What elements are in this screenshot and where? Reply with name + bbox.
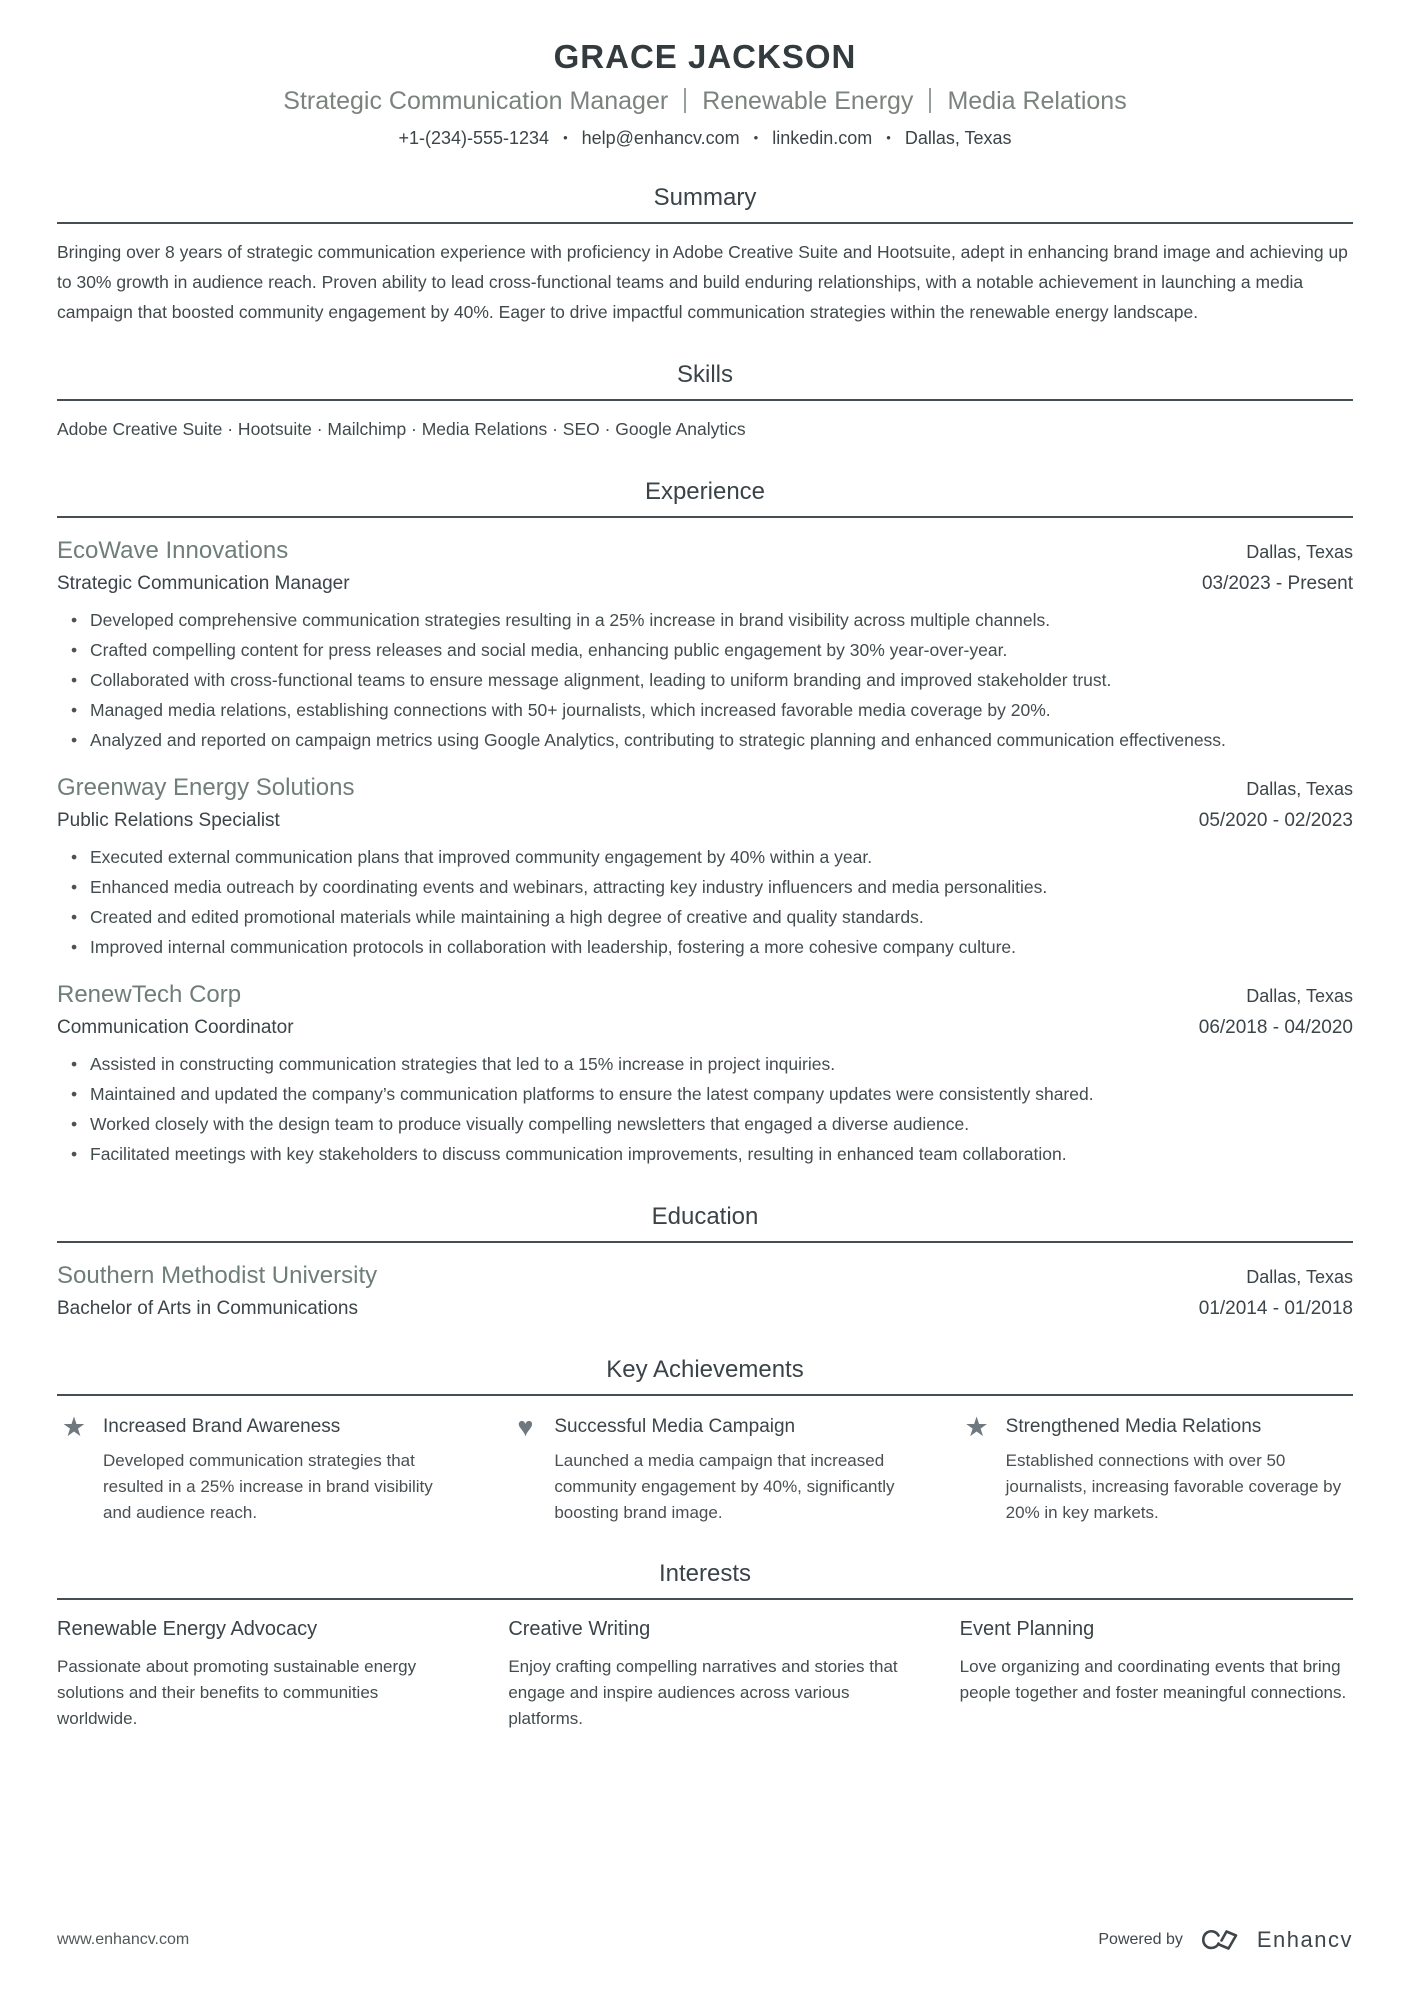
interests-heading: Interests: [658, 1560, 752, 1587]
bullet-item: • Enhanced media outreach by coordinating events and webinars, attracting key industry influencers and media personalities.: [57, 872, 1353, 902]
bullet-item: • Managed media relations, establishing connections with 50+ journalists, which increased favorable media coverage by 20%.: [57, 695, 1353, 725]
achievement-item: [960, 1413, 1353, 1526]
degree: Bachelor of Arts in Communications: [57, 1298, 358, 1319]
page-footer: [57, 1925, 1353, 1955]
bullet-item: • Facilitated meetings with key stakeholders to discuss communication improvements, resulting in enhanced team collaboration.: [57, 1139, 1353, 1169]
bullet-item: • Executed external communication plans that improved community engagement by 40% within a year.: [57, 842, 1353, 872]
headline: [57, 85, 1353, 117]
summary-heading: Summary: [653, 184, 757, 211]
key-achievements-heading: Key Achievements: [606, 1356, 804, 1383]
enhancv-logo-icon: [1197, 1925, 1243, 1955]
job-bullet-list: [57, 1049, 1353, 1169]
job-title: Strategic Communication Manager: [57, 573, 350, 594]
contact-item: +1-(234)-555-1234: [398, 128, 550, 148]
bullet-item: • Analyzed and reported on campaign metrics using Google Analytics, contributing to strategic planning and enhanced communication effectiveness.: [57, 725, 1353, 755]
education-entry: [57, 1260, 1353, 1322]
brand-name: Enhancv: [1256, 1927, 1353, 1952]
section-key-achievements: [57, 1355, 1353, 1526]
achievement-description: Launched a media campaign that increased community engagement by 40%, significantly boosting brand image.: [554, 1451, 895, 1522]
section-summary: [57, 183, 1353, 327]
interests-grid: [57, 1615, 1353, 1732]
achievement-item: [508, 1413, 901, 1526]
achievement-title: Increased Brand Awareness: [103, 1416, 341, 1437]
headline-part: Media Relations: [947, 87, 1127, 115]
school-name: Southern Methodist University: [57, 1262, 378, 1289]
contact-line: [57, 126, 1353, 150]
achievement-description: Developed communication strategies that resulted in a 25% increase in brand visibility and audience reach.: [103, 1451, 433, 1522]
bullet-item: • Maintained and updated the company’s communication platforms to ensure the latest company updates were consistently shared.: [57, 1079, 1353, 1109]
experience-heading: Experience: [644, 478, 766, 505]
interest-description: Passionate about promoting sustainable energy solutions and their benefits to communities worldwide.: [57, 1657, 417, 1728]
star-icon: ★: [964, 1412, 989, 1442]
school-location: Dallas, Texas: [1246, 1267, 1353, 1287]
headline-part: Strategic Communication Manager: [283, 87, 669, 115]
job-dates: 06/2018 - 04/2020: [1198, 1017, 1353, 1038]
contact-item: linkedin.com: [772, 128, 873, 148]
bullet-item: • Collaborated with cross-functional teams to ensure message alignment, leading to uniform branding and improved stakeholder trust.: [57, 665, 1353, 695]
contact-item: help@enhancv.com: [581, 128, 740, 148]
person-name: GRACE JACKSON: [553, 38, 857, 75]
footer-website: www.enhancv.com: [57, 1931, 190, 1948]
headline-separator: [684, 88, 686, 113]
company-name: RenewTech Corp: [57, 981, 242, 1008]
section-divider: [57, 399, 1353, 401]
achievements-grid: [57, 1413, 1353, 1526]
achievement-description: Established connections with over 50 journalists, increasing favorable coverage by 20% in key markets.: [1005, 1451, 1342, 1522]
summary-text: Bringing over 8 years of strategic communication experience with proficiency in Adobe Creative Suite and Hootsuite, adept in enhancing brand image and achieving up to 30% growth in audience reach. Proven ability to lead cross-functional teams and build enduring relationships, with a notable achievement in launching a media campaign that boosted community engagement by 40%. Eager to drive impactful communication strategies within the renewable energy landscape.: [57, 242, 1348, 322]
section-education: [57, 1202, 1353, 1322]
job-bullet-list: [57, 842, 1353, 962]
section-divider: [57, 1394, 1353, 1396]
bullet-item: • Crafted compelling content for press releases and social media, enhancing public engagement by 30% year-over-year.: [57, 635, 1353, 665]
powered-by-label: Powered by: [1098, 1931, 1183, 1948]
bullet-item: • Worked closely with the design team to produce visually compelling newsletters that engaged a diverse audience.: [57, 1109, 1353, 1139]
headline-separator: [929, 88, 931, 113]
experience-entry: [57, 979, 1353, 1169]
interest-item: [508, 1615, 901, 1732]
achievement-title: Successful Media Campaign: [554, 1416, 796, 1437]
section-divider: [57, 1598, 1353, 1600]
star-icon: ★: [61, 1412, 87, 1442]
bullet-item: • Developed comprehensive communication strategies resulting in a 25% increase in brand visibility across multiple channels.: [57, 605, 1353, 635]
section-divider: [57, 516, 1353, 518]
interest-item: [57, 1615, 450, 1732]
bullet-item: • Created and edited promotional materials while maintaining a high degree of creative and quality standards.: [57, 902, 1353, 932]
experience-entry: [57, 772, 1353, 962]
contact-separator: •: [753, 130, 759, 145]
interest-item: [960, 1615, 1353, 1732]
resume-header: [57, 38, 1353, 150]
skills-list: Adobe Creative Suite · Hootsuite · Mailchimp · Media Relations · SEO · Google Analytics: [57, 419, 746, 439]
job-dates: 03/2023 - Present: [1201, 573, 1353, 594]
education-heading: Education: [651, 1203, 759, 1230]
experience-entry: [57, 535, 1353, 755]
interest-title: Creative Writing: [508, 1618, 651, 1640]
contact-separator: •: [886, 130, 891, 145]
skills-heading: Skills: [676, 361, 733, 388]
job-title: Public Relations Specialist: [57, 810, 280, 831]
bullet-item: • Improved internal communication protocols in collaboration with leadership, fostering a more cohesive company culture.: [57, 932, 1353, 962]
job-dates: 05/2020 - 02/2023: [1198, 810, 1353, 831]
job-title: Communication Coordinator: [57, 1017, 294, 1038]
job-location: Dallas, Texas: [1246, 542, 1353, 562]
education-dates: 01/2014 - 01/2018: [1198, 1298, 1353, 1319]
company-name: Greenway Energy Solutions: [57, 774, 355, 801]
contact-separator: •: [563, 130, 568, 145]
interest-title: Event Planning: [959, 1618, 1095, 1640]
powered-by-block: [1098, 1925, 1353, 1955]
section-divider: [57, 1241, 1353, 1243]
interest-description: Love organizing and coordinating events that bring people together and foster meaningful connections.: [959, 1657, 1347, 1702]
company-name: EcoWave Innovations: [57, 537, 289, 564]
heart-icon: ♥: [517, 1412, 534, 1442]
contact-item: Dallas, Texas: [904, 128, 1012, 148]
job-location: Dallas, Texas: [1246, 779, 1353, 799]
interest-title: Renewable Energy Advocacy: [57, 1618, 318, 1640]
achievement-item: [57, 1413, 450, 1526]
headline-part: Renewable Energy: [702, 87, 914, 115]
bullet-item: • Assisted in constructing communication strategies that led to a 15% increase in project inquiries.: [57, 1049, 1353, 1079]
section-experience: [57, 477, 1353, 1169]
job-location: Dallas, Texas: [1246, 986, 1353, 1006]
section-divider: [57, 222, 1353, 224]
section-interests: [57, 1559, 1353, 1732]
achievement-title: Strengthened Media Relations: [1005, 1416, 1262, 1437]
job-bullet-list: [57, 605, 1353, 755]
section-skills: [57, 360, 1353, 444]
interest-description: Enjoy crafting compelling narratives and stories that engage and inspire audiences across various platforms.: [508, 1657, 898, 1728]
